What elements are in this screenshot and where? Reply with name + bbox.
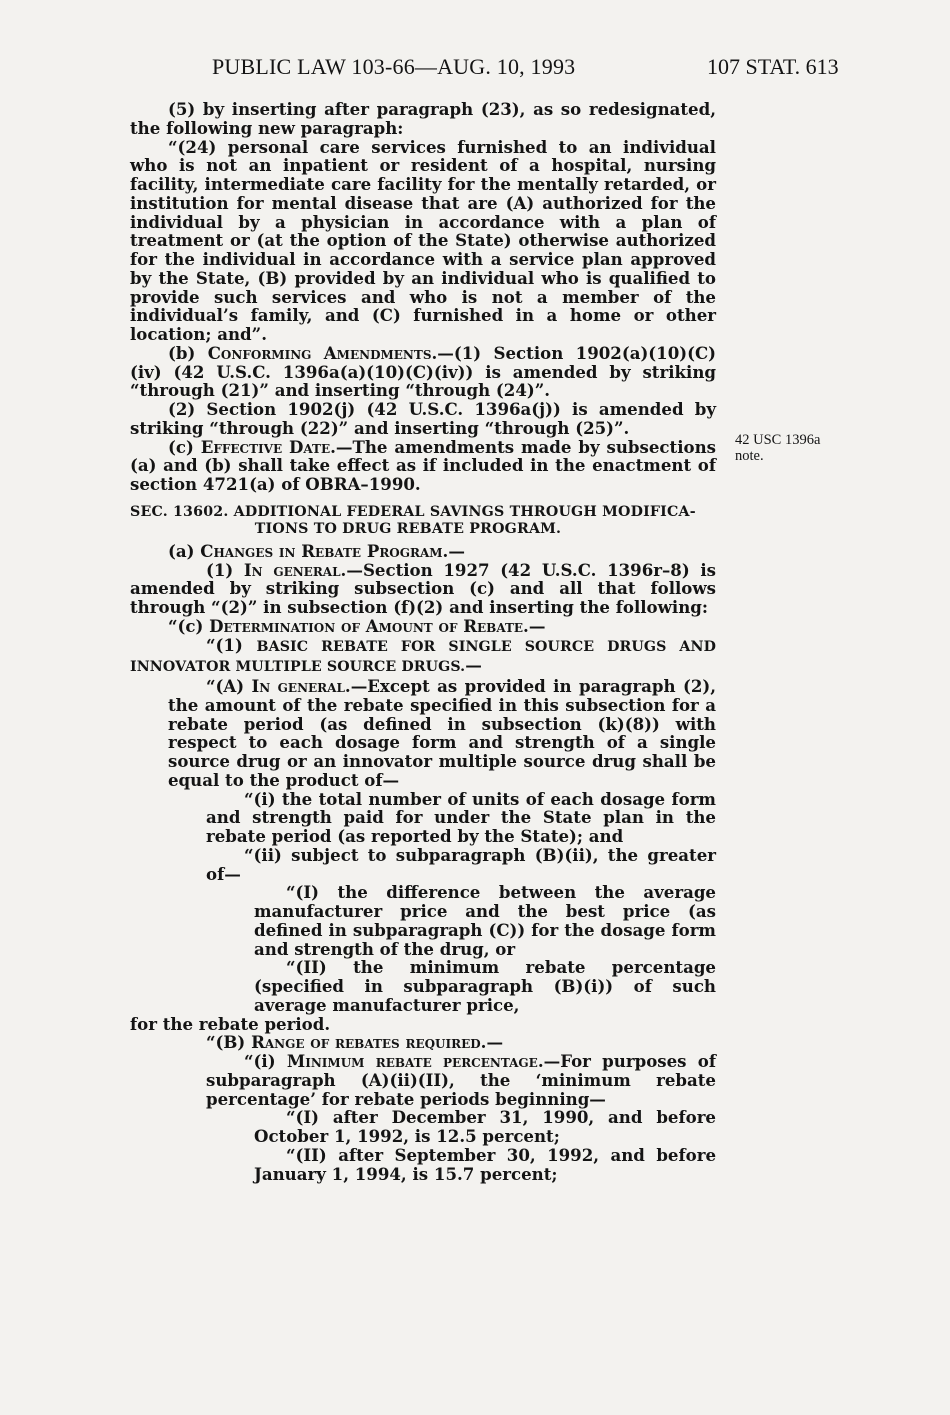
subsection-text: —(1) Section 1902(a)(10)(C)(iv) (42 U.S.C. 1396a(a)(10)(C)(iv)) is amended by striking “through (21)” and inserting “through (24)”.: [130, 342, 716, 401]
paragraph-marker: “(1): [206, 634, 257, 655]
rate-subclause-II: “(II) after September 30, 1992, and before January 1, 1994, is 15.7 percent;: [254, 1144, 716, 1184]
stat-page-number: 107 STAT. 613: [707, 54, 839, 79]
subparagraph-text: —Except as provided in paragraph (2), the amount of the rebate specified in this subsection for a rebate period (as defined in subsection (k)(8)) with respect to each dosage form and strength of a single source drug or an innovator multiple source drug shall be equal to the product of—: [168, 676, 717, 790]
paragraph-text: —: [465, 655, 482, 676]
subsection-text: —: [528, 615, 546, 636]
margin-citation-note: [735, 432, 855, 464]
in-general-paragraph: [130, 561, 716, 617]
determination-of-rebate: [130, 617, 716, 636]
subclause-I: “(I) the difference between the average manufacturer price and the best price (as defined in subparagraph (C)) for the dosage form and strength of the drug, or: [254, 882, 716, 959]
subsection-text: —: [448, 540, 465, 561]
subparagraph-marker: “(B): [206, 1032, 252, 1053]
clause-caption: Minimum rebate percentage.: [286, 1051, 544, 1071]
subsection-marker: (a): [168, 540, 201, 561]
subsection-text: —The amendments made by subsections (a) and (b) shall take effect as if included in the enactment of section 4721(a) of OBRA–1990.: [130, 436, 716, 494]
basic-rebate-paragraph: [130, 636, 716, 678]
conforming-amendments: [130, 344, 716, 400]
clause-marker: “(i): [244, 1051, 287, 1071]
rebate-period-tail: for the rebate period.: [130, 1013, 331, 1034]
paragraph-text: —Section 1927 (42 U.S.C. 1396r–8) is amended by striking subsection (c) and all that follows through “(2)” in subsection (f)(2) and inserting the following:: [130, 559, 717, 617]
subparagraph-marker: “(A): [206, 676, 252, 696]
section-heading: [130, 504, 716, 538]
rate-subclause-I: “(I) after December 31, 1990, and before October 1, 1992, is 12.5 percent;: [254, 1107, 716, 1146]
subsection-marker: (b): [168, 342, 208, 363]
paragraph-caption: BASIC REBATE FOR SINGLE SOURCE DRUGS AND INNOVATOR MULTIPLE SOURCE DRUGS.: [130, 638, 716, 676]
section-heading-line-2: TIONS TO DRUG REBATE PROGRAM.: [254, 520, 562, 537]
margin-note-line-1: 42 USC 1396a: [735, 432, 821, 448]
minimum-rebate-clause: [206, 1052, 716, 1108]
effective-date: [130, 438, 716, 494]
clause-text: —For purposes of subparagraph (A)(ii)(II), the ‘minimum rebate percentage’ for rebate periods beginning—: [206, 1051, 717, 1109]
subparagraph-b: [168, 1033, 716, 1052]
paragraph-24-text: “(24) personal care services furnished to an individual who is not an inpatient or resident of a hospital, nursing facility, intermediate care facility for the mentally retarded, or institution for mental disease that are (A) authorized for the individual by a physician in accordance with a plan of treatment or (at the option of the State) otherwise authorized for the individual in accordance with a service plan approved by the State, (B) provided by an individual who is qualified to provide such services and who is not a member of the individual’s family, and (C) furnished in a home or other location; and”.: [130, 136, 716, 344]
subsection-caption: Conforming Amendments.: [207, 342, 438, 363]
running-title: PUBLIC LAW 103-66—AUG. 10, 1993: [212, 54, 576, 79]
subsection-caption: Determination of Amount of Rebate.: [209, 615, 529, 636]
margin-note-line-2: note.: [735, 448, 764, 464]
subclause-II: “(II) the minimum rebate percentage (specified in subparagraph (B)(i)) of such average manufacturer price,: [254, 957, 716, 1015]
subsection-marker: “(c): [168, 615, 210, 636]
paragraph-5: (5) by inserting after paragraph (23), as so redesignated, the following new paragraph:: [130, 99, 716, 138]
subparagraph-text: —: [486, 1032, 504, 1053]
statute-body: [130, 100, 716, 1183]
section-heading-line-1: SEC. 13602. ADDITIONAL FEDERAL SAVINGS THROUGH MODIFICA-: [130, 503, 696, 520]
subsection-marker: (c): [168, 436, 201, 457]
subparagraph-caption: Range of rebates required.: [251, 1032, 487, 1053]
subsection-caption: Effective Date.: [200, 436, 336, 457]
subparagraph-a: [168, 677, 716, 790]
conforming-amendment-2: (2) Section 1902(j) (42 U.S.C. 1396a(j)) is amended by striking “through (22)” and inserting “through (25)”.: [130, 399, 716, 438]
subsection-caption: Changes in Rebate Program.: [200, 540, 449, 561]
clause-ii: “(ii) subject to subparagraph (B)(ii), the greater of—: [206, 844, 716, 884]
changes-in-rebate-program: [130, 542, 716, 561]
subparagraph-caption: In general.: [251, 676, 351, 696]
clause-i: “(i) the total number of units of each dosage form and strength paid for under the State plan in the rebate period (as reported by the State); and: [206, 788, 716, 846]
paragraph-caption: In general.: [243, 559, 347, 580]
paragraph-marker: (1): [206, 559, 244, 580]
